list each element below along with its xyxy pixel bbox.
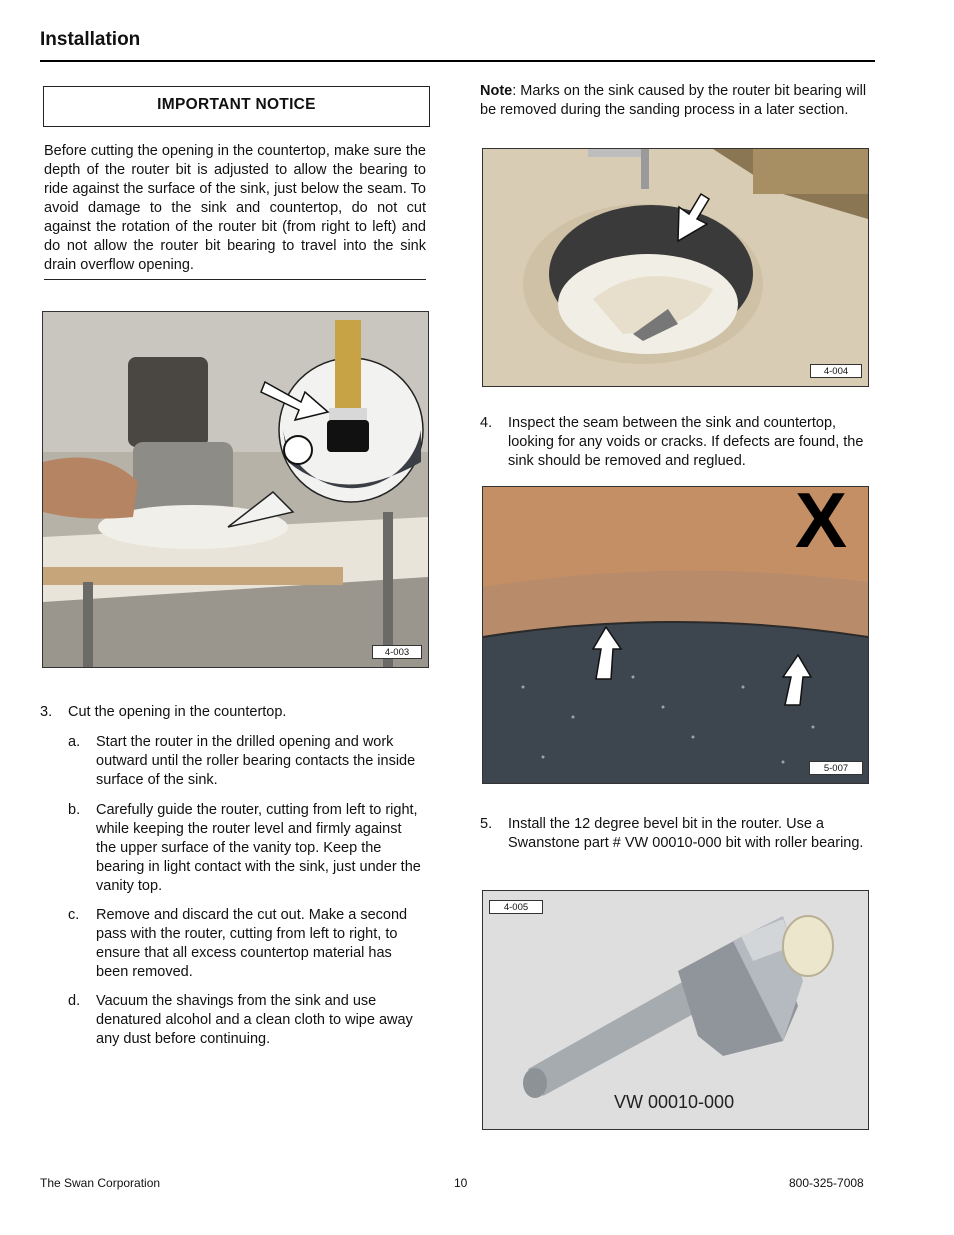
notice-text: Before cutting the opening in the countertop, make sure the depth of the router bit is adjusted to allow the bearing to ride against the surface of the sink, just below the seam. To avoid damage to the sink and countertop, do not cut against the rotation of the router bit (from right to left) and do not allow the router bit bearing to travel into the sink drain overflow opening. [44, 143, 426, 273]
header-divider [40, 60, 875, 62]
reject-mark: X [795, 486, 848, 564]
step-text: Cut the opening in the countertop. [68, 704, 287, 720]
sink-bowl-photo [482, 148, 869, 387]
step-number: 4. [480, 415, 493, 431]
substep-d [68, 992, 428, 1049]
substep-b [68, 801, 428, 896]
step-text: Inspect the seam between the sink and countertop, looking for any voids or cracks. If defects are found, the sink should be removed and reglued. [508, 415, 864, 469]
figure-label: 4-005 [489, 900, 543, 914]
substep-a [68, 733, 428, 790]
bevel-bit-photo [482, 890, 869, 1130]
figure-label: 5-007 [809, 761, 863, 775]
note [480, 82, 872, 120]
step-text: Install the 12 degree bevel bit in the router. Use a Swanstone part # VW 00010-000 bit with roller bearing. [508, 816, 864, 851]
notice-divider [44, 279, 426, 280]
step-3 [40, 703, 430, 722]
substep-text: Carefully guide the router, cutting from left to right, while keeping the router level and firmly against the upper surface of the vanity top. Keep the bearing in light contact with the sink, just under the vanity top. [96, 802, 421, 894]
substep-letter: c. [68, 907, 80, 923]
section-title: Installation [40, 29, 141, 50]
step-number: 3. [40, 704, 53, 720]
substep-letter: b. [68, 802, 81, 818]
page-number: 10 [454, 1176, 468, 1190]
substep-text: Remove and discard the cut out. Make a second pass with the router, cutting from left to right, to ensure that all excess countertop material has been removed. [96, 907, 408, 980]
substep-letter: d. [68, 993, 81, 1009]
substep-text: Vacuum the shavings from the sink and use denatured alcohol and a clean cloth to wipe away any dust before continuing. [96, 993, 413, 1047]
figure-label: 4-003 [372, 645, 422, 659]
step-5 [480, 815, 874, 872]
note-lead: Note [480, 83, 513, 99]
step-number: 5. [480, 816, 493, 832]
router-photo [42, 311, 429, 668]
part-number-caption: VW 00010-000 [614, 1092, 735, 1112]
note-text: : Marks on the sink caused by the router bit bearing will be removed during the sanding process in a later section. [480, 83, 867, 118]
notice-title: IMPORTANT NOTICE [157, 96, 316, 113]
seam-photo [482, 486, 869, 784]
substep-c [68, 906, 428, 982]
substep-text: Start the router in the drilled opening and work outward until the roller bearing contacts the inside surface of the sink. [96, 734, 416, 788]
footer-company: The Swan Corporation [40, 1176, 161, 1190]
footer-phone: 800-325-7008 [789, 1176, 864, 1190]
substep-letter: a. [68, 734, 81, 750]
figure-label: 4-004 [810, 364, 862, 378]
step-4 [480, 414, 874, 471]
